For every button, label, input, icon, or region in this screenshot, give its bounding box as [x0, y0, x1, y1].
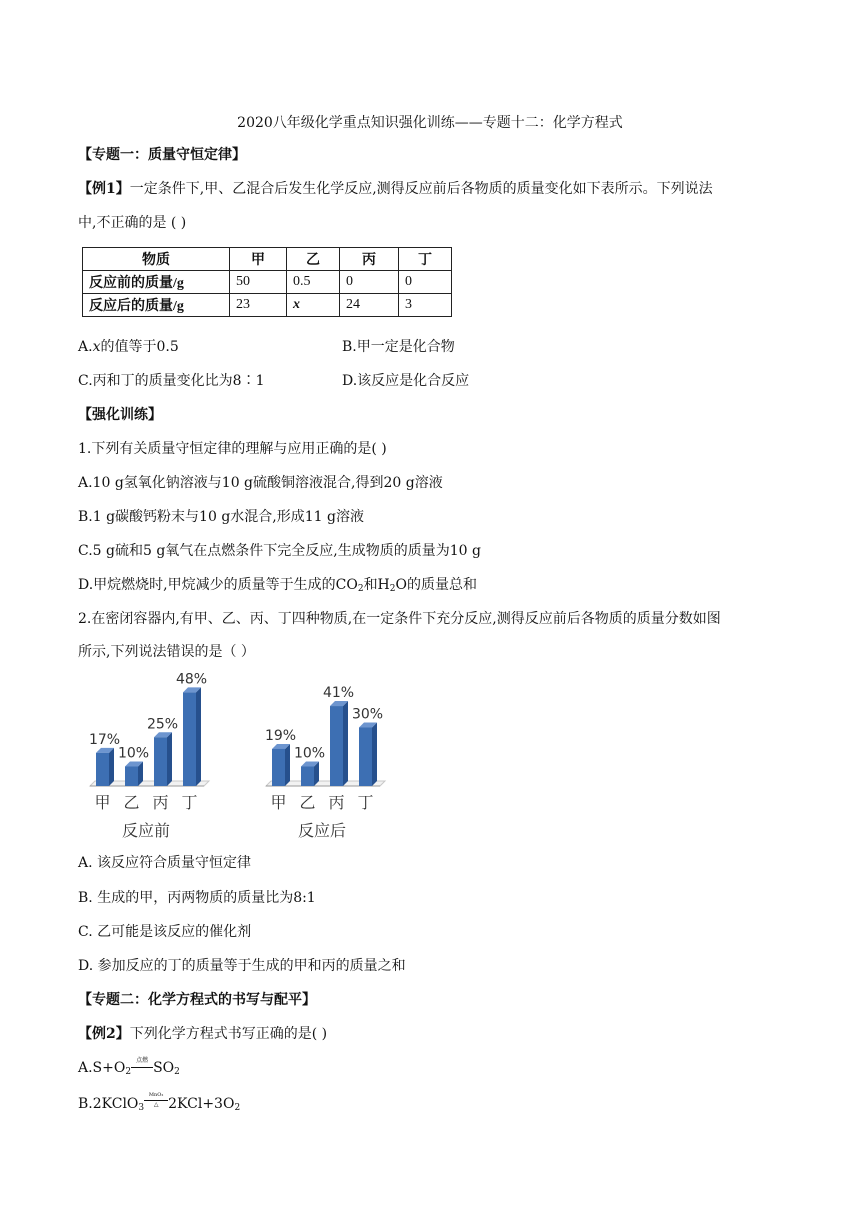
bar-side: [196, 687, 201, 786]
table-header: 丙: [340, 248, 399, 271]
category-label: 乙: [299, 793, 316, 812]
example-2-option-b: [78, 1094, 240, 1118]
reaction-condition: 点燃: [136, 1057, 149, 1064]
option-a-variable: x: [92, 339, 101, 355]
bar: [301, 767, 314, 787]
data-label: 41%: [322, 685, 355, 702]
option-d-text: D.甲烷燃烧时,甲烷减少的质量等于生成的CO: [78, 577, 358, 593]
option-d-text: 和H: [363, 577, 390, 593]
table-cell: 50: [230, 271, 287, 294]
example-1-stem: 一定条件下,甲、乙混合后发生化学反应,测得反应前后各物质的质量变化如下表所示。下列说法: [129, 181, 713, 197]
question-2-line-1: 2.在密闭容器内,有甲、乙、丙、丁四种物质,在一定条件下充分反应,测得反应前后各物质的质量分数如图: [78, 611, 721, 627]
question-1-option-d: [78, 575, 477, 599]
section-heading-1: 【专题一：质量守恒定律】: [78, 147, 246, 163]
bar-side: [343, 701, 348, 786]
question-2-option-b: B. 生成的甲，丙两物质的质量比为8:1: [78, 890, 316, 906]
data-label: 48%: [175, 671, 208, 688]
subscript: 3: [138, 1103, 145, 1113]
table-cell: 24: [340, 294, 399, 317]
example-1-line-1: [78, 179, 713, 199]
equation-text: SO: [153, 1060, 175, 1076]
table-cell: 0.5: [287, 271, 340, 294]
bar-side: [285, 744, 290, 786]
table-header: 乙: [287, 248, 340, 271]
option-a-text: 的值等于0.5: [100, 339, 179, 355]
data-label: 17%: [88, 731, 121, 748]
example-2-stem: 下列化学方程式书写正确的是( ): [129, 1026, 328, 1042]
option-d-text: O的质量总和: [395, 577, 477, 593]
data-label: 10%: [117, 745, 150, 762]
question-2-option-d: D. 参加反应的丁的质量等于生成的甲和丙的质量之和: [78, 958, 406, 974]
table-cell: 23: [230, 294, 287, 317]
question-1-option-c: C.5 g硫和5 g氧气在点燃条件下完全反应,生成物质的质量为10 g: [78, 543, 481, 559]
example-1-option-a: [78, 337, 179, 357]
question-1-option-a: A.10 g氢氧化钠溶液与10 g硫酸铜溶液混合,得到20 g溶液: [78, 475, 443, 491]
data-label: 10%: [293, 745, 326, 762]
bar: [359, 728, 372, 787]
bar: [183, 692, 196, 786]
training-heading: 【强化训练】: [78, 407, 162, 423]
data-label: 30%: [351, 706, 384, 723]
reaction-arrow: [144, 1092, 168, 1112]
equation-text: B.2KClO: [78, 1096, 139, 1112]
example-1-line-2: 中,不正确的是 ( ): [78, 215, 187, 231]
table-header-row: [83, 248, 452, 271]
example-2-option-a: [78, 1058, 180, 1082]
table-header: 物质: [83, 248, 230, 271]
section-heading-2: 【专题二：化学方程式的书写与配平】: [78, 992, 316, 1008]
bar: [330, 706, 343, 786]
question-2-line-2: 所示,下列说法错误的是（ ）: [78, 644, 255, 660]
bar: [96, 753, 109, 786]
mass-table: [82, 247, 452, 317]
table-row: [83, 294, 452, 317]
table-cell: 0: [340, 271, 399, 294]
option-a-prefix: A.: [78, 339, 93, 355]
data-label: 25%: [146, 716, 179, 733]
category-label: 丙: [152, 793, 169, 812]
table-cell: x: [287, 294, 340, 317]
subscript: 2: [357, 584, 364, 594]
bar-chart-before: [78, 668, 218, 848]
reaction-arrow: [131, 1057, 153, 1075]
table-cell: 反应后的质量/g: [83, 294, 230, 317]
page-title: 2020八年级化学重点知识强化训练——专题十二：化学方程式: [237, 115, 623, 131]
bar-chart-after: [254, 668, 394, 848]
table-header: 丁: [399, 248, 452, 271]
bar-side: [167, 732, 172, 786]
table-header: 甲: [230, 248, 287, 271]
bar-side: [372, 723, 377, 787]
subscript: 2: [174, 1067, 180, 1077]
category-label: 乙: [123, 793, 140, 812]
subscript: 2: [234, 1103, 241, 1113]
subscript: 2: [125, 1067, 132, 1077]
example-1-option-c: C.丙和丁的质量变化比为8∶1: [78, 373, 265, 389]
arrow-line: [131, 1067, 153, 1068]
category-label: 丙: [328, 793, 345, 812]
category-label: 丁: [181, 793, 198, 812]
chart-title: 反应后: [297, 821, 347, 840]
table-cell: 0: [399, 271, 452, 294]
bar: [125, 767, 138, 787]
table-cell: 3: [399, 294, 452, 317]
table-row: [83, 271, 452, 294]
equation-text: A.S+O: [78, 1060, 126, 1076]
reaction-condition: MnO₂: [148, 1092, 164, 1098]
subscript: 2: [389, 584, 396, 594]
equation-text: 2KCl+3O: [168, 1096, 235, 1112]
question-1-option-b: B.1 g碳酸钙粉末与10 g水混合,形成11 g溶液: [78, 509, 364, 525]
question-2-option-c: C. 乙可能是该反应的催化剂: [78, 924, 252, 940]
table-cell: 反应前的质量/g: [83, 271, 230, 294]
category-label: 甲: [94, 793, 111, 812]
data-label: 19%: [264, 727, 297, 744]
category-label: 甲: [270, 793, 287, 812]
question-1-stem: 1.下列有关质量守恒定律的理解与应用正确的是( ): [78, 441, 387, 457]
example-2-label: 【例2】: [78, 1026, 130, 1042]
question-2-option-a: A. 该反应符合质量守恒定律: [78, 855, 252, 871]
bar: [272, 749, 285, 786]
example-1-option-d: D.该反应是化合反应: [342, 373, 470, 389]
reaction-condition: △: [153, 1101, 159, 1108]
example-2-stem-line: [78, 1024, 327, 1044]
category-label: 丁: [357, 793, 374, 812]
example-1-option-b: B.甲一定是化合物: [342, 339, 455, 355]
bar: [154, 737, 167, 786]
chart-title: 反应前: [121, 821, 171, 840]
bar-side: [109, 748, 114, 786]
example-1-label: 【例1】: [78, 181, 130, 197]
